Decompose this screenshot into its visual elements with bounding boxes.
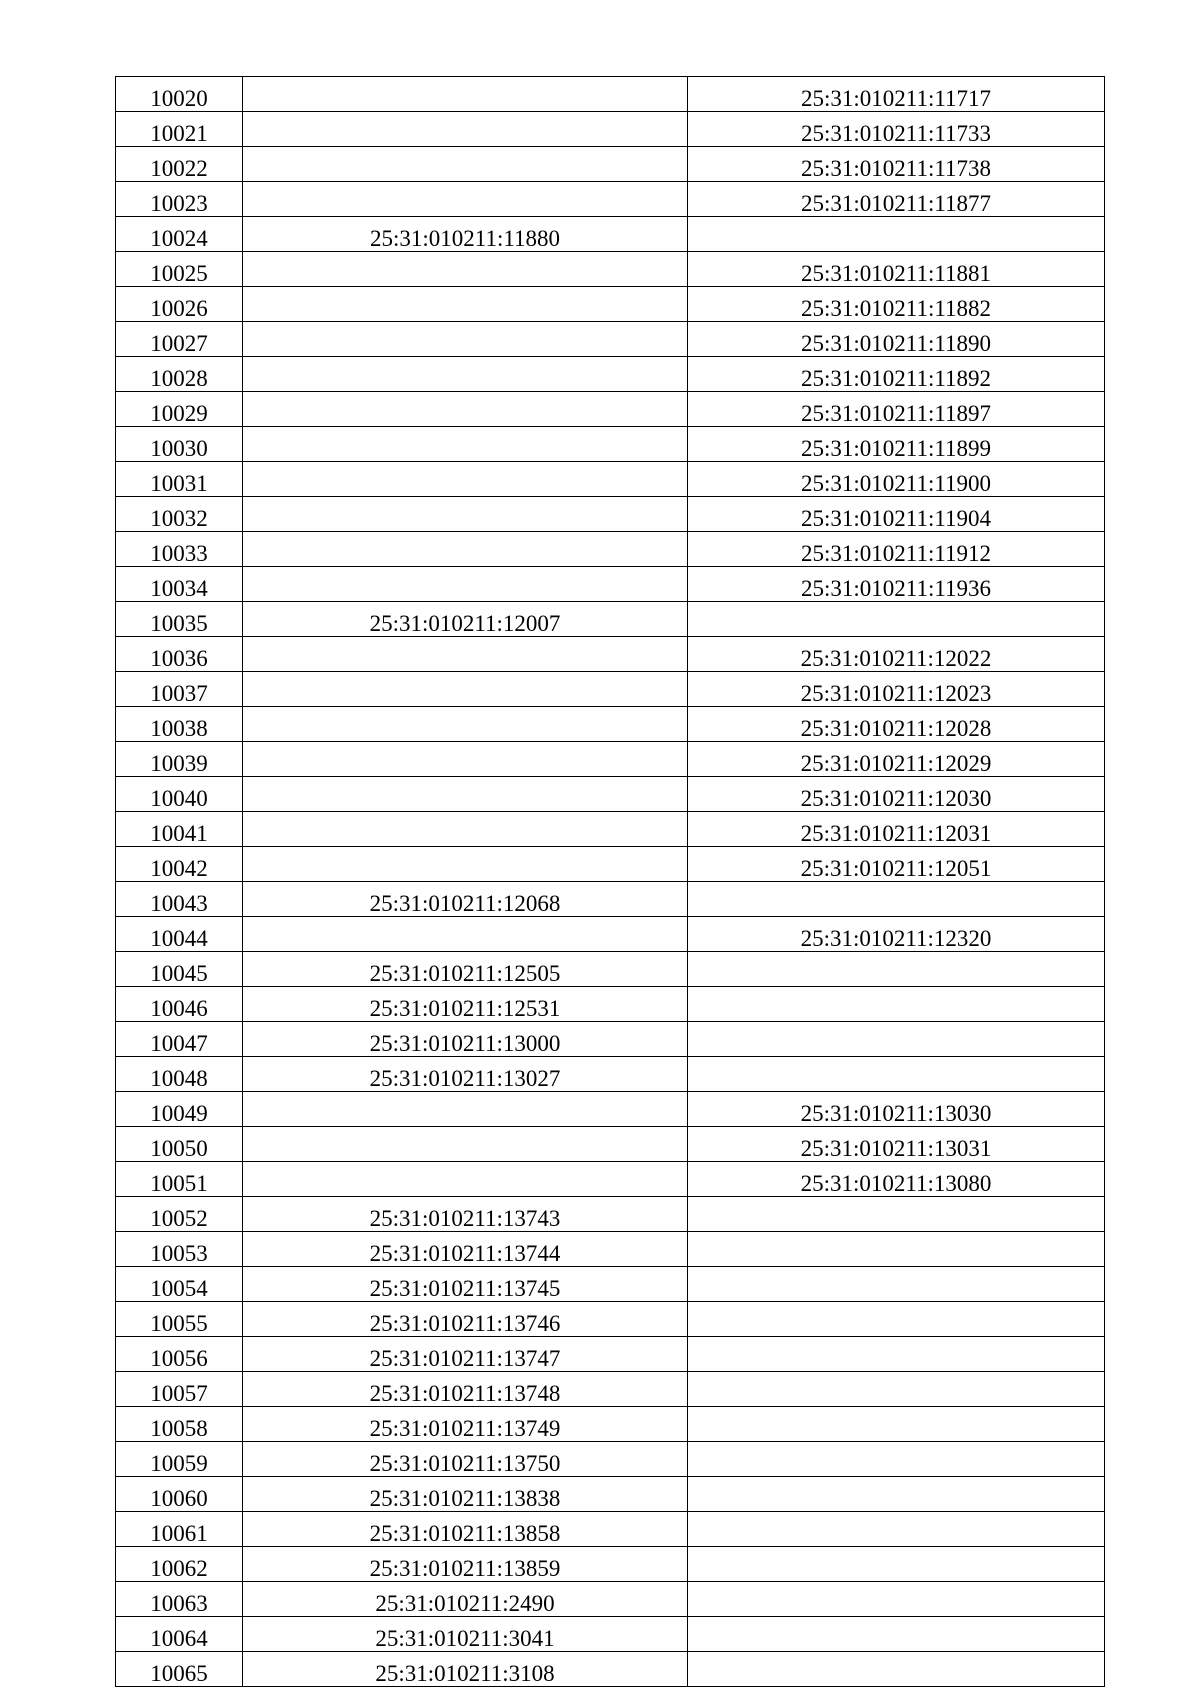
table-row — [116, 322, 1105, 357]
row-number-cell: 10058 — [116, 1407, 243, 1442]
cadastral-number-cell-col2 — [243, 672, 688, 707]
cadastral-table — [115, 76, 1105, 1687]
row-number-cell: 10052 — [116, 1197, 243, 1232]
cadastral-number-cell-col3: 25:31:010211:11899 — [688, 427, 1105, 462]
row-number-cell: 10045 — [116, 952, 243, 987]
row-number-cell: 10035 — [116, 602, 243, 637]
table-row — [116, 1477, 1105, 1512]
cadastral-number-cell-col2 — [243, 1092, 688, 1127]
cadastral-number-cell-col3 — [688, 217, 1105, 252]
row-number-cell: 10034 — [116, 567, 243, 602]
row-number-cell: 10021 — [116, 112, 243, 147]
row-number-cell: 10059 — [116, 1442, 243, 1477]
row-number-cell: 10032 — [116, 497, 243, 532]
cadastral-number-cell-col2 — [243, 707, 688, 742]
cadastral-number-cell-col3: 25:31:010211:12028 — [688, 707, 1105, 742]
cadastral-number-cell-col2 — [243, 777, 688, 812]
cadastral-number-cell-col3: 25:31:010211:11897 — [688, 392, 1105, 427]
row-number-cell: 10043 — [116, 882, 243, 917]
row-number-cell: 10028 — [116, 357, 243, 392]
cadastral-number-cell-col3: 25:31:010211:12031 — [688, 812, 1105, 847]
table-row — [116, 392, 1105, 427]
cadastral-number-cell-col2: 25:31:010211:13744 — [243, 1232, 688, 1267]
table-row — [116, 182, 1105, 217]
cadastral-number-cell-col2: 25:31:010211:13859 — [243, 1547, 688, 1582]
table-row — [116, 112, 1105, 147]
row-number-cell: 10027 — [116, 322, 243, 357]
table-row — [116, 1582, 1105, 1617]
cadastral-number-cell-col2: 25:31:010211:12531 — [243, 987, 688, 1022]
cadastral-number-cell-col3: 25:31:010211:12022 — [688, 637, 1105, 672]
table-row — [116, 1337, 1105, 1372]
table-row — [116, 1162, 1105, 1197]
cadastral-number-cell-col2: 25:31:010211:13748 — [243, 1372, 688, 1407]
table-row — [116, 427, 1105, 462]
row-number-cell: 10031 — [116, 462, 243, 497]
cadastral-number-cell-col2: 25:31:010211:13747 — [243, 1337, 688, 1372]
cadastral-number-cell-col2: 25:31:010211:2490 — [243, 1582, 688, 1617]
cadastral-number-cell-col3: 25:31:010211:11733 — [688, 112, 1105, 147]
cadastral-number-cell-col3 — [688, 1477, 1105, 1512]
row-number-cell: 10023 — [116, 182, 243, 217]
row-number-cell: 10064 — [116, 1617, 243, 1652]
table-row — [116, 987, 1105, 1022]
row-number-cell: 10025 — [116, 252, 243, 287]
cadastral-number-cell-col2: 25:31:010211:3108 — [243, 1652, 688, 1687]
row-number-cell: 10042 — [116, 847, 243, 882]
table-row — [116, 1547, 1105, 1582]
row-number-cell: 10050 — [116, 1127, 243, 1162]
cadastral-number-cell-col3 — [688, 1582, 1105, 1617]
cadastral-number-cell-col2 — [243, 392, 688, 427]
row-number-cell: 10033 — [116, 532, 243, 567]
table-row — [116, 287, 1105, 322]
table-row — [116, 357, 1105, 392]
cadastral-number-cell-col3: 25:31:010211:13080 — [688, 1162, 1105, 1197]
row-number-cell: 10049 — [116, 1092, 243, 1127]
cadastral-number-cell-col2 — [243, 147, 688, 182]
table-row — [116, 1407, 1105, 1442]
row-number-cell: 10040 — [116, 777, 243, 812]
table-row — [116, 672, 1105, 707]
row-number-cell: 10054 — [116, 1267, 243, 1302]
row-number-cell: 10037 — [116, 672, 243, 707]
cadastral-number-cell-col2 — [243, 917, 688, 952]
cadastral-number-cell-col2 — [243, 497, 688, 532]
row-number-cell: 10061 — [116, 1512, 243, 1547]
cadastral-number-cell-col2 — [243, 847, 688, 882]
cadastral-number-cell-col3 — [688, 1022, 1105, 1057]
table-row — [116, 1057, 1105, 1092]
table-row — [116, 77, 1105, 112]
table-row — [116, 637, 1105, 672]
cadastral-number-cell-col3: 25:31:010211:13031 — [688, 1127, 1105, 1162]
table-row — [116, 602, 1105, 637]
table-row — [116, 882, 1105, 917]
cadastral-number-cell-col2 — [243, 637, 688, 672]
cadastral-number-cell-col3: 25:31:010211:11890 — [688, 322, 1105, 357]
row-number-cell: 10022 — [116, 147, 243, 182]
table-row — [116, 497, 1105, 532]
cadastral-number-cell-col2 — [243, 567, 688, 602]
row-number-cell: 10038 — [116, 707, 243, 742]
cadastral-number-cell-col2: 25:31:010211:3041 — [243, 1617, 688, 1652]
table-row — [116, 462, 1105, 497]
table-row — [116, 847, 1105, 882]
cadastral-number-cell-col3: 25:31:010211:12051 — [688, 847, 1105, 882]
table-row — [116, 742, 1105, 777]
table-row — [116, 532, 1105, 567]
table-row — [116, 1232, 1105, 1267]
cadastral-number-cell-col3 — [688, 602, 1105, 637]
cadastral-number-cell-col3: 25:31:010211:12320 — [688, 917, 1105, 952]
table-row — [116, 777, 1105, 812]
cadastral-number-cell-col2: 25:31:010211:13749 — [243, 1407, 688, 1442]
cadastral-number-cell-col3 — [688, 1547, 1105, 1582]
cadastral-number-cell-col3: 25:31:010211:11912 — [688, 532, 1105, 567]
cadastral-number-cell-col3: 25:31:010211:12030 — [688, 777, 1105, 812]
cadastral-number-cell-col3 — [688, 1197, 1105, 1232]
table-row — [116, 1092, 1105, 1127]
table-row — [116, 1652, 1105, 1687]
cadastral-number-cell-col3 — [688, 1337, 1105, 1372]
table-row — [116, 952, 1105, 987]
cadastral-number-cell-col2 — [243, 742, 688, 777]
cadastral-number-cell-col2 — [243, 252, 688, 287]
row-number-cell: 10065 — [116, 1652, 243, 1687]
cadastral-number-cell-col3: 25:31:010211:11717 — [688, 77, 1105, 112]
cadastral-number-cell-col2: 25:31:010211:13745 — [243, 1267, 688, 1302]
row-number-cell: 10057 — [116, 1372, 243, 1407]
cadastral-number-cell-col3: 25:31:010211:11900 — [688, 462, 1105, 497]
cadastral-number-cell-col2: 25:31:010211:13858 — [243, 1512, 688, 1547]
cadastral-number-cell-col3 — [688, 1372, 1105, 1407]
cadastral-number-cell-col3 — [688, 1442, 1105, 1477]
cadastral-number-cell-col2: 25:31:010211:13838 — [243, 1477, 688, 1512]
cadastral-number-cell-col3: 25:31:010211:11738 — [688, 147, 1105, 182]
cadastral-number-cell-col2 — [243, 1162, 688, 1197]
row-number-cell: 10053 — [116, 1232, 243, 1267]
row-number-cell: 10062 — [116, 1547, 243, 1582]
cadastral-number-cell-col3: 25:31:010211:11892 — [688, 357, 1105, 392]
cadastral-number-cell-col3 — [688, 882, 1105, 917]
cadastral-number-cell-col3 — [688, 1267, 1105, 1302]
cadastral-number-cell-col2: 25:31:010211:13027 — [243, 1057, 688, 1092]
row-number-cell: 10029 — [116, 392, 243, 427]
table-row — [116, 707, 1105, 742]
table-row — [116, 1512, 1105, 1547]
cadastral-number-cell-col3 — [688, 1617, 1105, 1652]
table-row — [116, 1127, 1105, 1162]
cadastral-number-cell-col3 — [688, 1302, 1105, 1337]
row-number-cell: 10044 — [116, 917, 243, 952]
row-number-cell: 10041 — [116, 812, 243, 847]
row-number-cell: 10056 — [116, 1337, 243, 1372]
cadastral-number-cell-col3: 25:31:010211:12023 — [688, 672, 1105, 707]
table-row — [116, 1617, 1105, 1652]
row-number-cell: 10063 — [116, 1582, 243, 1617]
cadastral-number-cell-col3 — [688, 1407, 1105, 1442]
cadastral-number-cell-col3: 25:31:010211:11936 — [688, 567, 1105, 602]
cadastral-number-cell-col2 — [243, 322, 688, 357]
cadastral-number-cell-col3 — [688, 987, 1105, 1022]
cadastral-number-cell-col2 — [243, 287, 688, 322]
cadastral-number-cell-col2: 25:31:010211:13743 — [243, 1197, 688, 1232]
row-number-cell: 10047 — [116, 1022, 243, 1057]
cadastral-number-cell-col2 — [243, 1127, 688, 1162]
cadastral-number-cell-col2: 25:31:010211:12505 — [243, 952, 688, 987]
table-row — [116, 252, 1105, 287]
cadastral-number-cell-col2 — [243, 112, 688, 147]
table-row — [116, 1372, 1105, 1407]
cadastral-number-cell-col3: 25:31:010211:11882 — [688, 287, 1105, 322]
cadastral-number-cell-col3 — [688, 1652, 1105, 1687]
cadastral-number-cell-col2: 25:31:010211:12068 — [243, 882, 688, 917]
row-number-cell: 10026 — [116, 287, 243, 322]
cadastral-number-cell-col2: 25:31:010211:11880 — [243, 217, 688, 252]
table-row — [116, 147, 1105, 182]
row-number-cell: 10055 — [116, 1302, 243, 1337]
cadastral-number-cell-col2 — [243, 462, 688, 497]
cadastral-number-cell-col2: 25:31:010211:13000 — [243, 1022, 688, 1057]
cadastral-number-cell-col2 — [243, 77, 688, 112]
cadastral-number-cell-col3 — [688, 952, 1105, 987]
row-number-cell: 10039 — [116, 742, 243, 777]
row-number-cell: 10020 — [116, 77, 243, 112]
cadastral-number-cell-col3: 25:31:010211:13030 — [688, 1092, 1105, 1127]
table-row — [116, 812, 1105, 847]
table-row — [116, 1267, 1105, 1302]
table-row — [116, 1197, 1105, 1232]
row-number-cell: 10048 — [116, 1057, 243, 1092]
table-row — [116, 217, 1105, 252]
cadastral-number-cell-col3: 25:31:010211:12029 — [688, 742, 1105, 777]
cadastral-number-cell-col2 — [243, 357, 688, 392]
table-row — [116, 1022, 1105, 1057]
table-body — [116, 77, 1105, 1687]
cadastral-number-cell-col3 — [688, 1512, 1105, 1547]
row-number-cell: 10030 — [116, 427, 243, 462]
table-row — [116, 917, 1105, 952]
cadastral-number-cell-col2: 25:31:010211:12007 — [243, 602, 688, 637]
cadastral-number-cell-col2 — [243, 532, 688, 567]
cadastral-number-cell-col3: 25:31:010211:11881 — [688, 252, 1105, 287]
cadastral-number-cell-col2 — [243, 182, 688, 217]
row-number-cell: 10046 — [116, 987, 243, 1022]
cadastral-number-cell-col3 — [688, 1232, 1105, 1267]
cadastral-number-cell-col2 — [243, 427, 688, 462]
table-row — [116, 567, 1105, 602]
cadastral-number-cell-col2: 25:31:010211:13746 — [243, 1302, 688, 1337]
cadastral-number-cell-col2 — [243, 812, 688, 847]
row-number-cell: 10036 — [116, 637, 243, 672]
row-number-cell: 10024 — [116, 217, 243, 252]
row-number-cell: 10051 — [116, 1162, 243, 1197]
table-row — [116, 1442, 1105, 1477]
row-number-cell: 10060 — [116, 1477, 243, 1512]
cadastral-number-cell-col2: 25:31:010211:13750 — [243, 1442, 688, 1477]
cadastral-number-cell-col3: 25:31:010211:11904 — [688, 497, 1105, 532]
table-row — [116, 1302, 1105, 1337]
cadastral-number-cell-col3 — [688, 1057, 1105, 1092]
cadastral-number-cell-col3: 25:31:010211:11877 — [688, 182, 1105, 217]
